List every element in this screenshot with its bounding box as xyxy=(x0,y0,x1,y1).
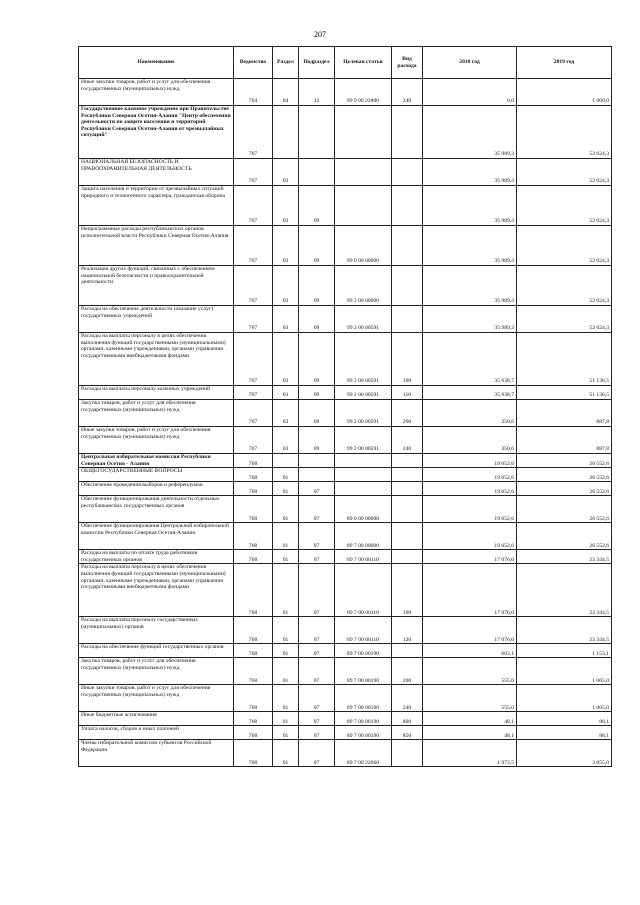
table-row xyxy=(79,496,612,523)
row-2018: 19 652,6 xyxy=(423,454,517,468)
row-2019: 26 552,6 xyxy=(517,454,612,468)
row-2018: 35 989,3 xyxy=(423,226,517,266)
row-exp-type: 240 xyxy=(392,685,423,712)
row-name: Защита населения и территории от чрезвычайных ситуаций природного и техногенного характера, гражданская оборона xyxy=(79,186,234,226)
row-dept: 768 xyxy=(234,740,273,767)
row-2019: 1 153,1 xyxy=(517,644,612,658)
header-2019: 2019 год xyxy=(517,47,612,79)
row-2018: 17 076,0 xyxy=(423,564,517,617)
row-exp-type xyxy=(392,550,423,564)
row-exp-type xyxy=(392,159,423,186)
row-exp-type xyxy=(392,468,423,482)
header-subsection: Подраздел xyxy=(299,47,335,79)
row-exp-type: 200 xyxy=(392,400,423,427)
row-subsection: 07 xyxy=(299,564,335,617)
row-section: 01 xyxy=(273,712,299,726)
row-dept: 768 xyxy=(234,644,273,658)
row-dept: 768 xyxy=(234,726,273,740)
row-section: 01 xyxy=(273,685,299,712)
table-row xyxy=(79,454,612,468)
table-row xyxy=(79,740,612,767)
row-target: 99 0 00 00000 xyxy=(335,226,392,266)
row-dept: 764 xyxy=(234,79,273,106)
row-2018: 350,6 xyxy=(423,400,517,427)
row-subsection: 07 xyxy=(299,658,335,685)
row-target: 89 0 00 00000 xyxy=(335,496,392,523)
row-section xyxy=(273,454,299,468)
row-target: 89 7 00 00190 xyxy=(335,685,392,712)
row-subsection: 09 xyxy=(299,427,335,454)
table-row xyxy=(79,712,612,726)
row-name: Расходы на обеспечение деятельности (оказание услуг) государственных учреждений xyxy=(79,306,234,333)
row-name: Иные закупки товаров, работ и услуг для обеспечения государственных (муниципальных) нужд xyxy=(79,685,234,712)
row-subsection: 09 xyxy=(299,333,335,386)
row-name: Расходы на обеспечение функций государственных органов xyxy=(79,644,234,658)
row-2018: 17 076,0 xyxy=(423,550,517,564)
row-name: Обеспечение функционирования деятельности отдельных республиканских государственных органов xyxy=(79,496,234,523)
row-target: 99 2 00 00591 xyxy=(335,427,392,454)
row-target xyxy=(335,454,392,468)
row-section: 01 xyxy=(273,740,299,767)
row-subsection: 07 xyxy=(299,685,335,712)
row-subsection: 07 xyxy=(299,712,335,726)
row-name: Непрограммные расходы республиканских органов исполнительной власти Республики Северная Осетия-Алания xyxy=(79,226,234,266)
row-subsection: 07 xyxy=(299,726,335,740)
header-2018: 2018 год xyxy=(423,47,517,79)
row-2019: 26 552,6 xyxy=(517,482,612,496)
row-subsection: 07 xyxy=(299,617,335,644)
row-2018: 17 076,0 xyxy=(423,617,517,644)
row-section: 03 xyxy=(273,266,299,306)
row-2019: 52 024,3 xyxy=(517,106,612,159)
row-dept: 768 xyxy=(234,685,273,712)
row-dept: 767 xyxy=(234,106,273,159)
row-dept: 767 xyxy=(234,186,273,226)
row-subsection: 09 xyxy=(299,266,335,306)
row-subsection xyxy=(299,159,335,186)
row-2018: 35 989,3 xyxy=(423,106,517,159)
table-row xyxy=(79,400,612,427)
row-2018: 35 638,7 xyxy=(423,333,517,386)
row-name: Члены избирательной комиссии субъектов Российской Федерации xyxy=(79,740,234,767)
row-exp-type xyxy=(392,644,423,658)
row-exp-type xyxy=(392,454,423,468)
table-row xyxy=(79,468,612,482)
row-name: Государственное казенное учреждение при Правительстве Республики Северная Осетия-Алания "Центр обеспечения деятельности по защите населения и территорий Республики Северная Осетия-Алания от чрезвычайных ситуаций" xyxy=(79,106,234,159)
row-name: Реализация других функций, связанных с обеспечением национальной безопасности и правоохранительной деятельности xyxy=(79,266,234,306)
row-subsection: 09 xyxy=(299,400,335,427)
row-target: 89 7 00 00190 xyxy=(335,658,392,685)
row-exp-type xyxy=(392,523,423,550)
row-section: 01 xyxy=(273,496,299,523)
row-dept: 767 xyxy=(234,386,273,400)
row-name: Иные бюджетные ассигнования xyxy=(79,712,234,726)
row-2018: 48,1 xyxy=(423,726,517,740)
row-section: 03 xyxy=(273,186,299,226)
header-exp-type: Вид расхода xyxy=(392,47,423,79)
row-2019: 887,8 xyxy=(517,400,612,427)
row-2019: 1 000,0 xyxy=(517,79,612,106)
row-section: 01 xyxy=(273,550,299,564)
row-2018: 0,0 xyxy=(423,79,517,106)
row-2019: 52 024,3 xyxy=(517,226,612,266)
row-exp-type xyxy=(392,496,423,523)
row-2018: 19 652,6 xyxy=(423,468,517,482)
table-row xyxy=(79,106,612,159)
row-section: 01 xyxy=(273,617,299,644)
row-name: Расходы на выплаты персоналу казенных учреждений xyxy=(79,386,234,400)
row-dept: 768 xyxy=(234,658,273,685)
row-exp-type: 100 xyxy=(392,333,423,386)
row-target xyxy=(335,106,392,159)
row-name: Расходы на выплаты персоналу в целях обеспечения выполнения функций государственными (муниципальными) органами, казенными учреждениями, органами управления государственными внебюджетными фондами xyxy=(79,333,234,386)
row-2019: 26 552,6 xyxy=(517,496,612,523)
row-target: 99 2 00 00591 xyxy=(335,400,392,427)
row-2018: 603,1 xyxy=(423,644,517,658)
row-name: Закупка товаров, работ и услуг для обеспечения государственных (муниципальных) нужд xyxy=(79,658,234,685)
row-2019: 26 552,6 xyxy=(517,468,612,482)
row-section: 03 xyxy=(273,159,299,186)
row-2019: 88,1 xyxy=(517,712,612,726)
row-dept: 768 xyxy=(234,496,273,523)
table-row xyxy=(79,79,612,106)
row-dept: 768 xyxy=(234,712,273,726)
row-2018: 35 989,3 xyxy=(423,186,517,226)
row-dept: 767 xyxy=(234,159,273,186)
table-row xyxy=(79,482,612,496)
row-name: Центральная избирательная комиссия Республики Северная Осетия - Алания xyxy=(79,454,234,468)
row-2019: 88,1 xyxy=(517,726,612,740)
row-dept: 767 xyxy=(234,400,273,427)
row-name: Расходы на выплаты по оплате труда работников государственных органов xyxy=(79,550,234,564)
table-row xyxy=(79,644,612,658)
table-row xyxy=(79,186,612,226)
row-section: 01 xyxy=(273,482,299,496)
row-dept: 768 xyxy=(234,564,273,617)
row-2019: 3 055,0 xyxy=(517,740,612,767)
row-target: 89 7 00 00190 xyxy=(335,712,392,726)
row-section: 01 xyxy=(273,564,299,617)
table-row xyxy=(79,427,612,454)
row-2019: 22 344,5 xyxy=(517,617,612,644)
row-subsection xyxy=(299,454,335,468)
row-section: 03 xyxy=(273,333,299,386)
row-exp-type xyxy=(392,740,423,767)
row-subsection: 07 xyxy=(299,740,335,767)
row-name: Обеспечение проведения выборов и референдумов xyxy=(79,482,234,496)
row-target xyxy=(335,186,392,226)
row-2018: 35 989,3 xyxy=(423,306,517,333)
row-dept: 767 xyxy=(234,226,273,266)
row-section: 04 xyxy=(273,79,299,106)
row-2019: 26 552,6 xyxy=(517,523,612,550)
row-subsection: 07 xyxy=(299,482,335,496)
row-target xyxy=(335,482,392,496)
row-2018: 19 652,6 xyxy=(423,523,517,550)
row-name: Иные закупки товаров, работ и услуг для обеспечения государственных (муниципальных) нужд xyxy=(79,79,234,106)
row-2018: 555,0 xyxy=(423,658,517,685)
row-name: Расходы на выплаты персоналу в целях обеспечения выполнения функций государственными (муниципальными) органами, казенными учреждениями, органами управления государственными внебюджетными фондами xyxy=(79,564,234,617)
row-2019: 51 136,5 xyxy=(517,386,612,400)
row-subsection: 07 xyxy=(299,550,335,564)
row-name: НАЦИОНАЛЬНАЯ БЕЗОПАСНОСТЬ И ПРАВООХРАНИТЕЛЬНАЯ ДЕЯТЕЛЬНОСТЬ xyxy=(79,159,234,186)
row-dept: 767 xyxy=(234,306,273,333)
row-target: 99 9 00 22800 xyxy=(335,79,392,106)
row-section: 01 xyxy=(273,644,299,658)
row-target: 89 7 00 00110 xyxy=(335,550,392,564)
row-name: Обеспечение функционирования Центральной избирательной комиссии Республики Северная Осетия-Алания xyxy=(79,523,234,550)
header-target: Целевая статья xyxy=(335,47,392,79)
row-dept: 767 xyxy=(234,333,273,386)
row-target: 99 2 00 00591 xyxy=(335,333,392,386)
row-2018: 19 652,6 xyxy=(423,496,517,523)
row-target: 99 2 00 00591 xyxy=(335,306,392,333)
row-name: Иные закупки товаров, работ и услуг для обеспечения государственных (муниципальных) нужд xyxy=(79,427,234,454)
row-exp-type: 200 xyxy=(392,658,423,685)
row-section: 03 xyxy=(273,306,299,333)
row-subsection: 09 xyxy=(299,186,335,226)
row-target: 89 7 00 00190 xyxy=(335,644,392,658)
row-subsection: 07 xyxy=(299,523,335,550)
row-exp-type: 850 xyxy=(392,726,423,740)
row-exp-type xyxy=(392,266,423,306)
row-2018: 555,0 xyxy=(423,685,517,712)
row-2018: 35 989,3 xyxy=(423,266,517,306)
row-2019: 51 136,5 xyxy=(517,333,612,386)
row-exp-type: 100 xyxy=(392,564,423,617)
table-row xyxy=(79,726,612,740)
table-row xyxy=(79,159,612,186)
row-target: 99 2 00 00591 xyxy=(335,386,392,400)
row-subsection: 09 xyxy=(299,386,335,400)
table-row xyxy=(79,617,612,644)
table-header-row xyxy=(79,47,612,79)
row-2018: 350,6 xyxy=(423,427,517,454)
row-name: Уплата налогов, сборов и иных платежей xyxy=(79,726,234,740)
row-section: 01 xyxy=(273,726,299,740)
row-target: 99 2 00 00000 xyxy=(335,266,392,306)
row-exp-type: 120 xyxy=(392,617,423,644)
row-2019: 22 344,5 xyxy=(517,550,612,564)
row-2019: 1 065,0 xyxy=(517,685,612,712)
table-row xyxy=(79,306,612,333)
header-dept: Ведомство xyxy=(234,47,273,79)
row-section: 03 xyxy=(273,226,299,266)
row-dept: 767 xyxy=(234,266,273,306)
row-subsection: 07 xyxy=(299,496,335,523)
row-target xyxy=(335,159,392,186)
row-name: Закупка товаров, работ и услуг для обеспечения государственных (муниципальных) нужд xyxy=(79,400,234,427)
table-row xyxy=(79,658,612,685)
table-row xyxy=(79,523,612,550)
row-dept: 768 xyxy=(234,523,273,550)
row-2019: 52 024,3 xyxy=(517,186,612,226)
row-section: 01 xyxy=(273,523,299,550)
page-number: 207 xyxy=(314,30,326,39)
row-target: 89 7 00 22660 xyxy=(335,740,392,767)
row-2019: 1 065,0 xyxy=(517,658,612,685)
row-section xyxy=(273,106,299,159)
row-dept: 767 xyxy=(234,427,273,454)
row-2018: 35 989,3 xyxy=(423,159,517,186)
row-2018: 19 652,6 xyxy=(423,482,517,496)
row-dept: 768 xyxy=(234,454,273,468)
row-exp-type xyxy=(392,482,423,496)
header-name: Наименование xyxy=(79,47,234,79)
table-row xyxy=(79,333,612,386)
row-exp-type xyxy=(392,306,423,333)
table-row xyxy=(79,386,612,400)
row-target: 89 7 00 00110 xyxy=(335,564,392,617)
row-exp-type: 110 xyxy=(392,386,423,400)
header-section: Раздел xyxy=(273,47,299,79)
row-dept: 768 xyxy=(234,550,273,564)
row-dept: 768 xyxy=(234,617,273,644)
row-name: ОБЩЕГОСУДАРСТВЕННЫЕ ВОПРОСЫ xyxy=(79,468,234,482)
row-subsection xyxy=(299,468,335,482)
row-exp-type: 800 xyxy=(392,712,423,726)
table-row xyxy=(79,685,612,712)
row-exp-type xyxy=(392,226,423,266)
row-2019: 52 024,3 xyxy=(517,306,612,333)
row-section: 01 xyxy=(273,658,299,685)
row-exp-type: 240 xyxy=(392,79,423,106)
row-target xyxy=(335,468,392,482)
row-exp-type xyxy=(392,106,423,159)
table-row xyxy=(79,550,612,564)
table-row xyxy=(79,226,612,266)
row-subsection: 09 xyxy=(299,306,335,333)
row-2019: 887,8 xyxy=(517,427,612,454)
row-2018: 1 973,5 xyxy=(423,740,517,767)
row-dept: 768 xyxy=(234,482,273,496)
row-dept: 768 xyxy=(234,468,273,482)
budget-table xyxy=(78,46,612,767)
row-2018: 48,1 xyxy=(423,712,517,726)
row-subsection xyxy=(299,106,335,159)
row-target: 89 7 00 00000 xyxy=(335,523,392,550)
row-section: 03 xyxy=(273,427,299,454)
row-exp-type: 240 xyxy=(392,427,423,454)
row-2018: 35 638,7 xyxy=(423,386,517,400)
row-subsection: 12 xyxy=(299,79,335,106)
row-2019: 52 024,3 xyxy=(517,266,612,306)
row-subsection: 07 xyxy=(299,644,335,658)
table-row xyxy=(79,564,612,617)
row-section: 03 xyxy=(273,400,299,427)
row-section: 03 xyxy=(273,386,299,400)
row-target: 89 7 00 00190 xyxy=(335,726,392,740)
row-2019: 22 344,5 xyxy=(517,564,612,617)
row-exp-type xyxy=(392,186,423,226)
row-name: Расходы на выплаты персоналу государственных (муниципальных) органов xyxy=(79,617,234,644)
table-row xyxy=(79,266,612,306)
row-subsection: 09 xyxy=(299,226,335,266)
row-target: 89 7 00 00110 xyxy=(335,617,392,644)
row-2019: 52 024,3 xyxy=(517,159,612,186)
row-section: 01 xyxy=(273,468,299,482)
